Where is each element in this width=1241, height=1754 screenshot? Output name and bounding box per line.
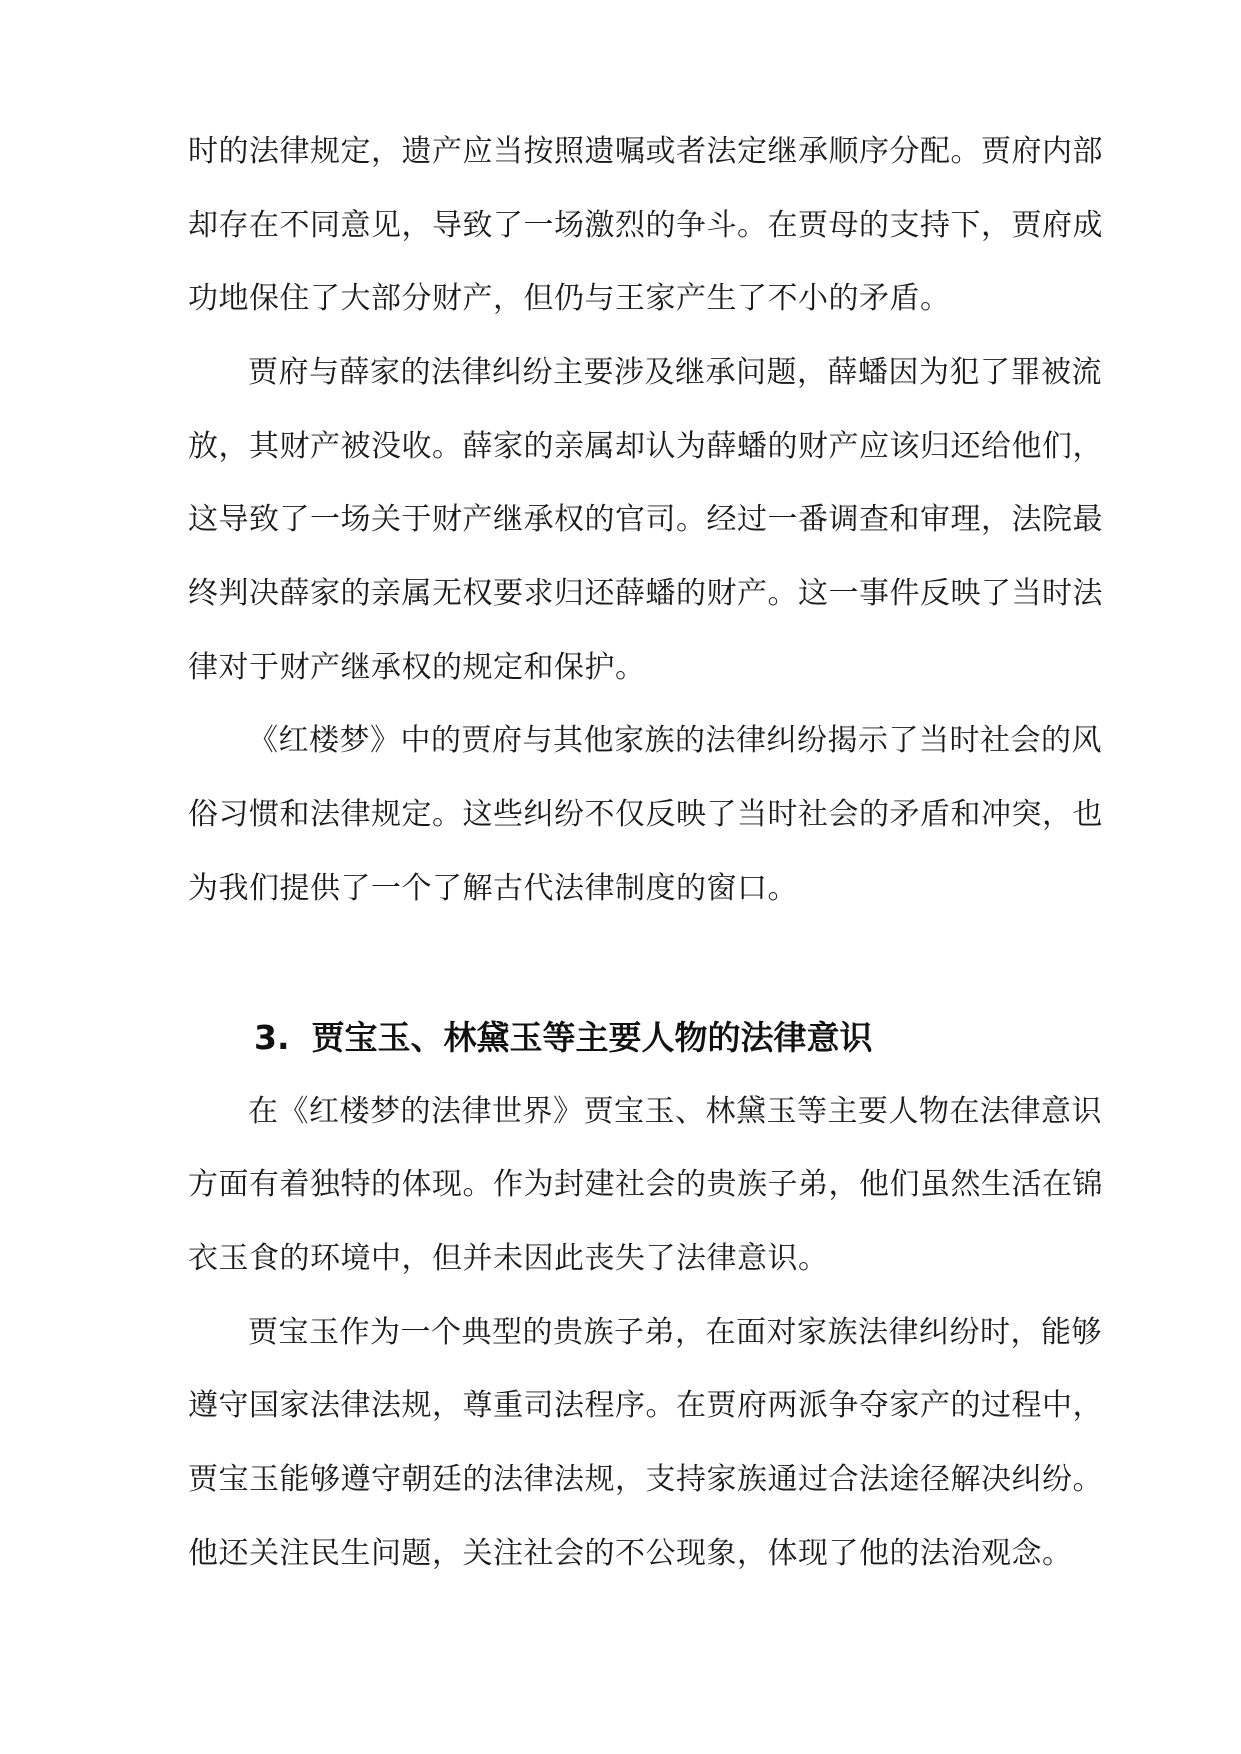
paragraph-line: 时的法律规定，遗产应当按照遗嘱或者法定继承顺序分配。贾府内部 [188, 134, 1103, 169]
paragraph-line: 《红楼梦》中的贾府与其他家族的法律纠纷揭示了当时社会的风 [248, 723, 1102, 758]
paragraph-line: 为我们提供了一个了解古代法律制度的窗口。 [188, 871, 798, 906]
paragraph-line: 在《红楼梦的法律世界》贾宝玉、林黛玉等主要人物在法律意识 [248, 1094, 1102, 1129]
paragraph-line: 律对于财产继承权的规定和保护。 [188, 650, 646, 685]
paragraph-line: 功地保住了大部分财产，但仍与王家产生了不小的矛盾。 [188, 281, 951, 316]
paragraph-line: 贾宝玉作为一个典型的贵族子弟，在面对家族法律纠纷时，能够 [248, 1315, 1102, 1350]
paragraph-line: 方面有着独特的体现。作为封建社会的贵族子弟，他们虽然生活在锦 [188, 1167, 1103, 1202]
section-title: 贾宝玉、林黛玉等主要人物的法律意识 [311, 1018, 873, 1057]
section-heading [254, 1016, 873, 1060]
paragraph-line: 却存在不同意见，导致了一场激烈的争斗。在贾母的支持下，贾府成 [188, 208, 1103, 243]
paragraph-line: 贾府与薛家的法律纠纷主要涉及继承问题，薛蟠因为犯了罪被流 [248, 355, 1102, 390]
paragraph-line: 放，其财产被没收。薛家的亲属却认为薛蟠的财产应该归还给他们， [188, 429, 1103, 464]
paragraph-line: 遵守国家法律法规，尊重司法程序。在贾府两派争夺家产的过程中， [188, 1388, 1103, 1423]
paragraph-line: 贾宝玉能够遵守朝廷的法律法规，支持家族通过合法途径解决纠纷。 [188, 1462, 1103, 1497]
paragraph-line: 衣玉食的环境中，但并未因此丧失了法律意识。 [188, 1241, 829, 1276]
paragraph-line: 终判决薛家的亲属无权要求归还薛蟠的财产。这一事件反映了当时法 [188, 576, 1103, 611]
paragraph-line: 俗习惯和法律规定。这些纠纷不仅反映了当时社会的矛盾和冲突，也 [188, 797, 1103, 832]
paragraph-line: 这导致了一场关于财产继承权的官司。经过一番调查和审理，法院最 [188, 502, 1103, 537]
paragraph-line: 他还关注民生问题，关注社会的不公现象，体现了他的法治观念。 [188, 1536, 1073, 1571]
section-number: 3. [254, 1018, 290, 1057]
